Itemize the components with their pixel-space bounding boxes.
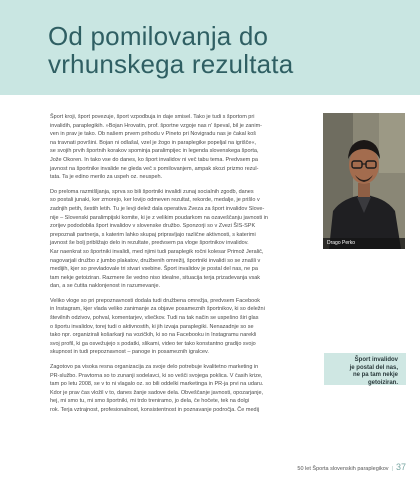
- page-number: 37: [395, 462, 406, 472]
- photo-caption: Drago Perko: [323, 238, 405, 249]
- portrait-illustration: [323, 113, 405, 249]
- article-paragraph-3: Veliko vloge so pri prepoznavnosti dodala tudi družbena omrežja, predvsem Facebook in Instagram, kjer vlada veliko zanimanje za objave posameznih športnikov, ki so deležni številnih odzivov, pohval, komentarjev, všečkov. Tudi na tak način se uspešno širi glas o športu invalidov, torej tudi o aktivnostih, ki jih izvaja paraplegiki. Nenazadnje so se tako npr. organizirali košarkarji na vozičkih, ki so na Facebooku in Instagramu narekli svoj profil, ki ga osvežujejo s podatki, slikami, video ter tako konstantno gradijo svojo skupnost in tudi prepoznavnost – panoge in posameznih igralcev.: [50, 297, 265, 356]
- article-paragraph-4: Zagotovo pa visoka resna organizacija za svoje delo potrebuje kvalitetno marketing in PR-službo. Pravtorna so to zunanji sodelavci, ki so vešči svojega poklica. V časih krize, tam po letu 2008, se v to ni vlagalo oz. so bili oddelki marketinga in PR-ja prvi na udaru. Kdor je prav čas vložil v to, danes žanje sadove dela. Obveščanje javnosti, opozarjanje, hej, mi smo tu, mi smo športniki, mi trdo treniramo, jo dela, če hočete, tek na dolgi rok. Terja vztrajnost, profesionalnost, konsistentnost in poznavanje področja. Če medij: [50, 364, 264, 413]
- page-title: [48, 22, 293, 78]
- pull-quote-box: Šport invalidov je postal del nas, ne pa tam nekje getoiziran.: [324, 353, 406, 385]
- portrait-photo: [323, 113, 405, 249]
- article-paragraph-1: Šport kroji, šport povezuje, šport vzpodbuja in daje smisel. Tako je tudi s športom pri invalidih, paraplegikih. »Bojan Hrovatin, prof. športne vzgoje nas n' špeval, bil je zanim- ven in prav je tako. Ob našem prvem prihodu v Pineto pri Novigradu nas je čakal koš na travnati površini. Bojan ni odlašal, vzel je žogo in paraplegike popeljal na igrišče«, se svojih prvih športnih korakov spominja paralimpijec in legenda slovenskega športa, Jože Okoren. In tako vse do danes, ko šport invalidov ni več tabu tema. Predvsem pa javnost na športnike invalide ne gleda več s pomilovanjem, ampak skozi prizmo rezul- tata. Ta je edino merilo za uspeh oz. neuspeh.: [50, 114, 262, 181]
- page-title-line-2: vrhunskega rezultata: [48, 49, 294, 79]
- title-banner: [0, 0, 420, 95]
- footer-separator: |: [391, 466, 393, 472]
- article-paragraph-2: Do preloma razmišljanja, sprva so bili športniki invalidi zunaj socialnih zgodb, danes so postali junaki, ker zmorejo, ker lovijo odmeven rezultat, rekorde, medalje, je prišlo v zadnjih petih, šestih letih. Tu je levji delež dala operativa Zveza za šport invalidov Slove- nije – Slovenski paralimpijski komite, ki je z velikim poudarkom na ozaveščanju javnosti in zorijev pododobila šport invalidov v slovenske družbo. Sponzorji so v Zvezi ŠIS-SPK prepoznali partnerja, s katerim lahko skupaj pripravljajo različne aktivnosti, s katerimi javnost še bolj približajo delo in rezultate, predvsem pa vloge športnikov invalidov. Kar naenkrat so športniki invalidi, med njimi tudi paraplegik ročni kolesar Primož Jeralič, nagovarjali družbo z jumbo plakatov, družbenih omrežij, športniki invalidi so se znašli v medijih, kjer so prevladovale tri stvari vsebine. Šport invalidov je postal del nas, ne pa tam nekje getoiziran. Razmere še vedno niso idealne, situacija terja prizadevanja vsak dan, a se čutita naklonjenost in razumevanje.: [50, 188, 268, 290]
- page-footer: [297, 462, 406, 472]
- footer-publication-title: 50 let Športa slovenskih paraplegikov: [297, 466, 389, 472]
- article-body: [50, 113, 316, 421]
- page-title-line-1: Od pomilovanja do: [48, 21, 269, 51]
